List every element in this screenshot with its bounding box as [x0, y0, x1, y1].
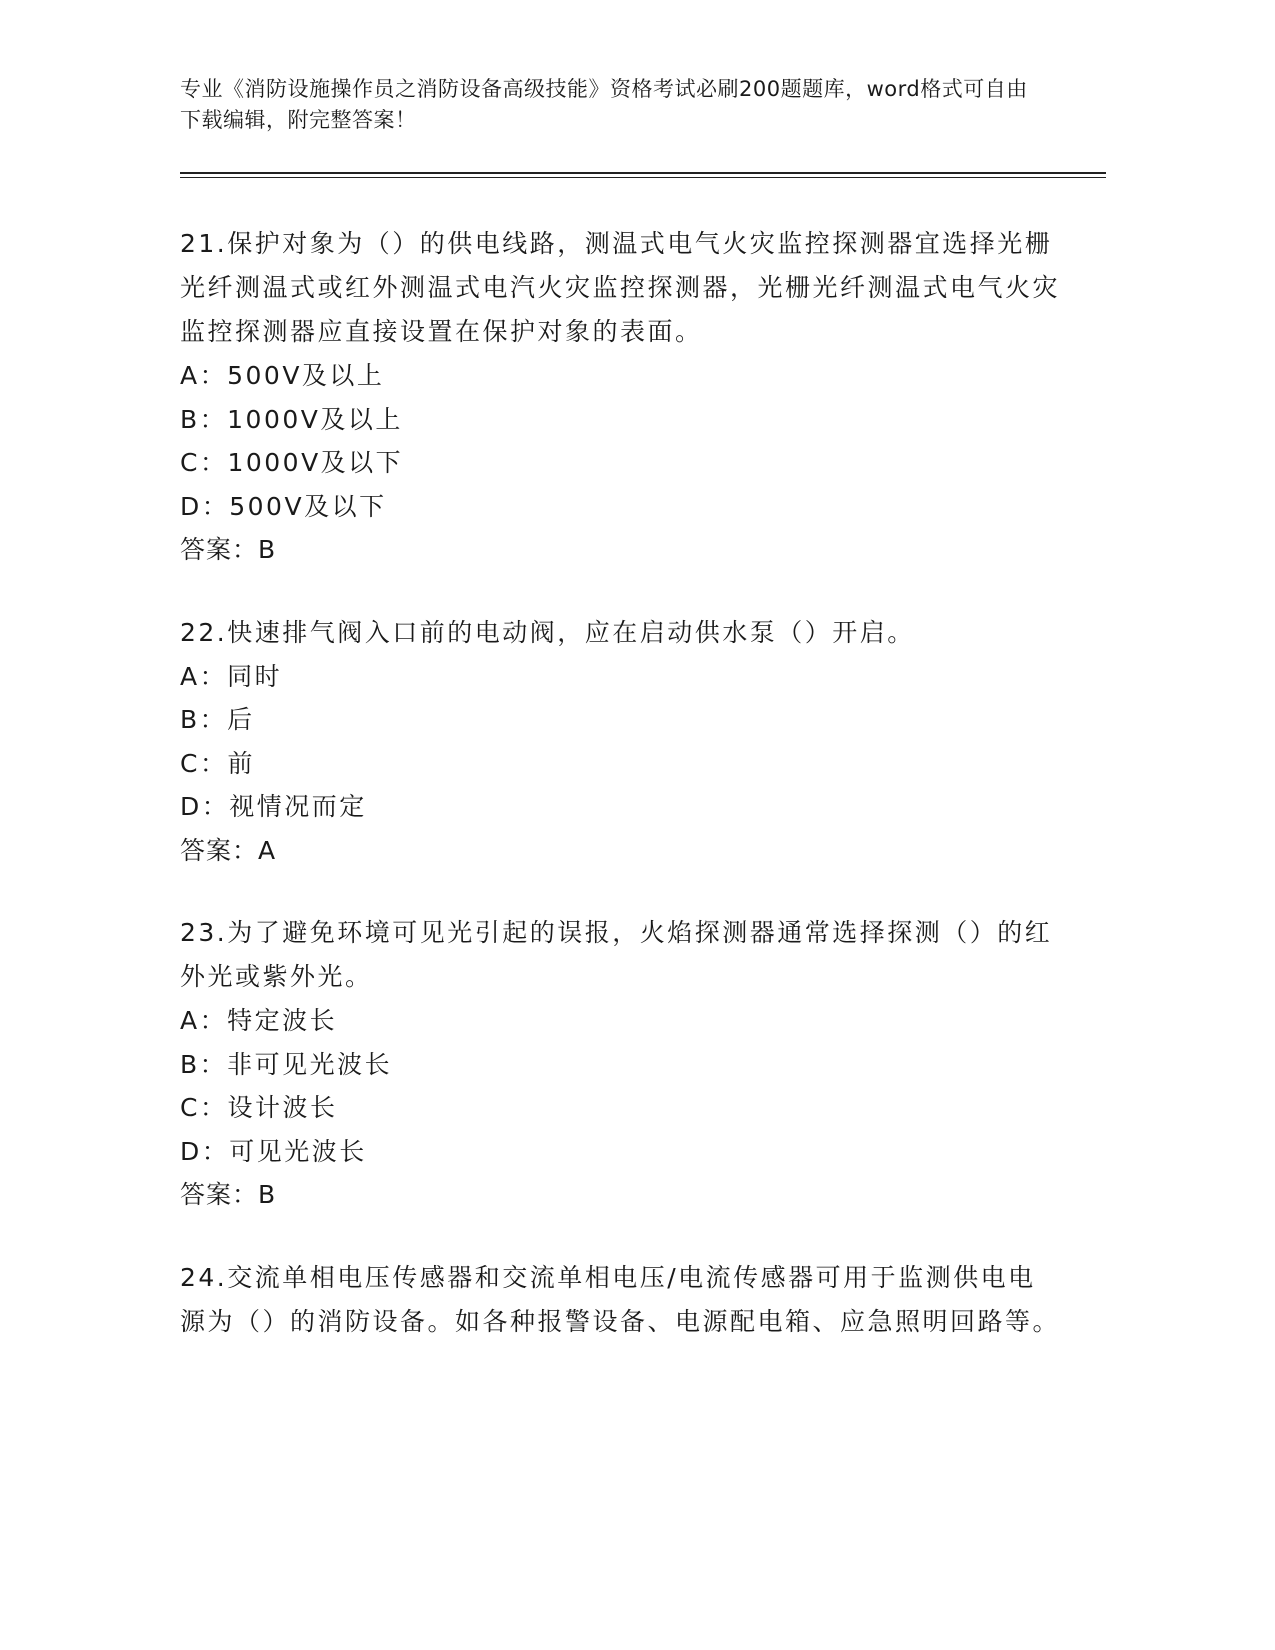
option-c: C：1000V及以下 [180, 448, 404, 477]
question-text: 23.为了避免环境可见光引起的误报，火焰探测器通常选择探测（）的红外光或紫外光。 [180, 918, 1053, 991]
option-list [180, 354, 1060, 528]
option-d: D：可见光波长 [180, 1136, 367, 1166]
question-list [180, 222, 1060, 1383]
option-a: A：同时 [180, 661, 283, 691]
option-d: D：视情况而定 [180, 792, 367, 821]
option-list [180, 655, 1060, 829]
answer-line: 答案：B [180, 1180, 277, 1209]
option-list [180, 999, 1060, 1173]
answer-line: 答案：B [180, 535, 277, 564]
option-b: B：1000V及以上 [180, 404, 403, 434]
question-22 [180, 611, 1060, 873]
option-c: C：设计波长 [180, 1093, 338, 1122]
question-text: 21.保护对象为（）的供电线路，测温式电气火灾监控探测器宜选择光栅光纤测温式或红外测温式电汽火灾监控探测器，光栅光纤测温式电气火灾监控探测器应直接设置在保护对象的表面。 [180, 229, 1061, 346]
option-b: B：非可见光波长 [180, 1049, 393, 1079]
question-text: 22.快速排气阀入口前的电动阀，应在启动供水泵（）开启。 [180, 617, 915, 647]
answer-line: 答案：A [180, 835, 277, 865]
header-divider-thin [180, 177, 1106, 178]
question-text: 24.交流单相电压传感器和交流单相电压/电流传感器可用于监测供电电源为（）的消防设备。如各种报警设备、电源配电箱、应急照明回路等。 [180, 1262, 1061, 1336]
option-d: D：500V及以下 [180, 491, 387, 521]
option-c: C：前 [180, 748, 255, 778]
header-divider-thick [180, 172, 1106, 174]
option-a: A：特定波长 [180, 1006, 338, 1035]
question-21 [180, 222, 1060, 572]
question-23 [180, 911, 1060, 1217]
question-24 [180, 1256, 1060, 1344]
option-b: B：后 [180, 705, 255, 734]
page-header-title: 专业《消防设施操作员之消防设备高级技能》资格考试必刷200题题库，word格式可自由下载编辑，附完整答案！ [180, 77, 1028, 132]
option-a: A：500V及以上 [180, 361, 385, 390]
